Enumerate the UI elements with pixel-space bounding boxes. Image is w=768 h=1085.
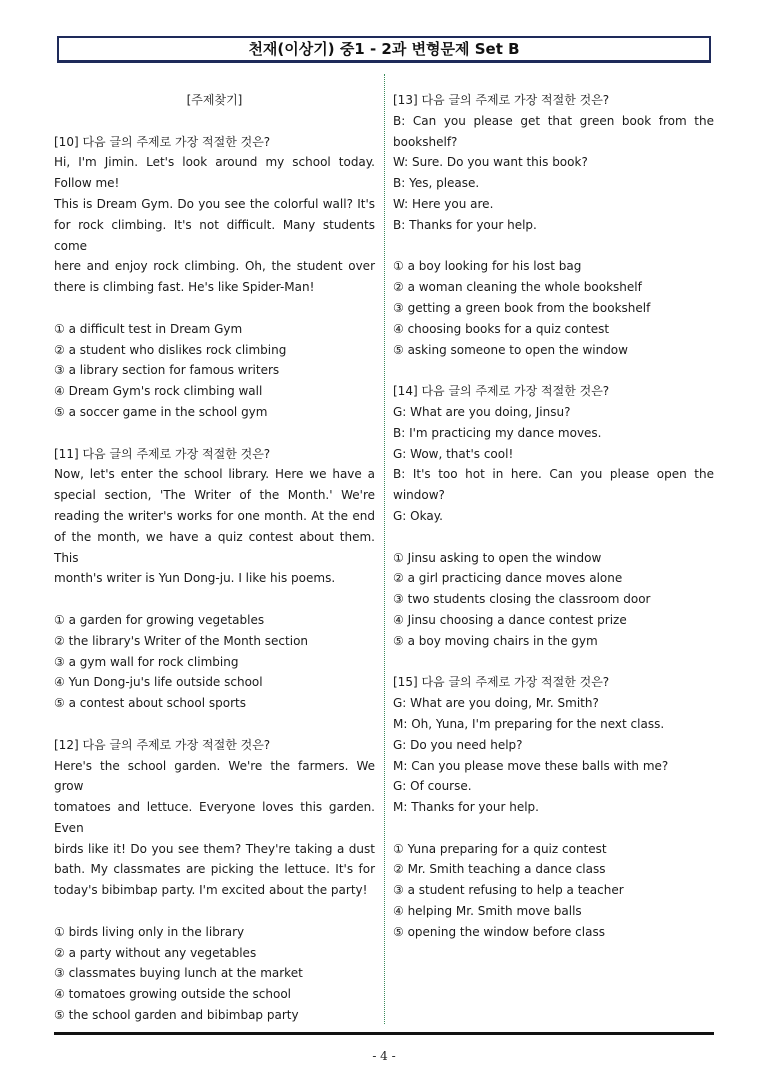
footer-rule: [54, 1032, 714, 1035]
answer-option[interactable]: ② a woman cleaning the whole bookshelf: [393, 280, 642, 295]
dialogue-line: W: Here you are.: [393, 196, 494, 211]
question-prompt: [12] 다음 글의 주제로 가장 적절한 것은?: [54, 737, 271, 752]
question-prompt: [10] 다음 글의 주제로 가장 적절한 것은?: [54, 134, 271, 149]
answer-option[interactable]: ① a difficult test in Dream Gym: [54, 321, 243, 336]
answer-option[interactable]: ④ Yun Dong-ju's life outside school: [54, 675, 263, 690]
passage-line: birds like it! Do you see them? They're taking a dust: [54, 841, 375, 856]
question-14: [393, 381, 714, 651]
dialogue-line: M: Thanks for your help.: [393, 800, 539, 815]
answer-option[interactable]: ③ two students closing the classroom door: [393, 592, 651, 607]
spacer: [393, 527, 714, 548]
passage-line: This is Dream Gym. Do you see the colorful wall? It's: [54, 196, 375, 211]
right-column: [393, 90, 714, 943]
dialogue-line: M: Oh, Yuna, I'm preparing for the next class.: [393, 716, 665, 731]
answer-option[interactable]: ③ classmates buying lunch at the market: [54, 966, 303, 981]
spacer: [54, 714, 375, 735]
question-12: [54, 735, 375, 1026]
answer-option[interactable]: ⑤ a soccer game in the school gym: [54, 404, 268, 419]
passage-line: month's writer is Yun Dong-ju. I like his poems.: [54, 571, 336, 586]
answer-option[interactable]: ② a student who dislikes rock climbing: [54, 342, 287, 357]
answer-option[interactable]: ③ a student refusing to help a teacher: [393, 883, 624, 898]
passage-line: there is climbing fast. He's like Spider-Man!: [54, 280, 315, 295]
spacer: [393, 236, 714, 257]
question-11: [54, 444, 375, 714]
passage-line: for rock climbing. It's not difficult. Many students come: [54, 217, 375, 253]
dialogue-line: B: Thanks for your help.: [393, 217, 537, 232]
page-number: - 4 -: [372, 1049, 396, 1063]
answer-option[interactable]: ④ tomatoes growing outside the school: [54, 987, 292, 1002]
answer-option[interactable]: ⑤ a contest about school sports: [54, 696, 246, 711]
question-13: [393, 90, 714, 360]
passage-line: special section, 'The Writer of the Month.' We're: [54, 488, 375, 503]
passage-line: here and enjoy rock climbing. Oh, the student over: [54, 259, 375, 274]
question-15: [393, 672, 714, 942]
dialogue-line: B: I'm practicing my dance moves.: [393, 425, 602, 440]
question-prompt: [13] 다음 글의 주제로 가장 적절한 것은?: [393, 93, 610, 107]
answer-option[interactable]: ① Jinsu asking to open the window: [393, 550, 602, 565]
dialogue-line: B: It's too hot in here. Can you please open the: [393, 467, 714, 482]
dialogue-line: G: Wow, that's cool!: [393, 446, 514, 461]
spacer: [393, 818, 714, 839]
page-title: 천재(이상기) 중1 - 2과 변형문제 Set B: [57, 36, 711, 63]
passage-line: today's bibimbap party. I'm excited about the party!: [54, 883, 368, 898]
dialogue-line: G: Okay.: [393, 508, 443, 523]
dialogue-line: M: Can you please move these balls with me?: [393, 758, 669, 773]
question-prompt: [11] 다음 글의 주제로 가장 적절한 것은?: [54, 446, 271, 461]
answer-option[interactable]: ① a boy looking for his lost bag: [393, 259, 582, 274]
answer-option[interactable]: ④ helping Mr. Smith move balls: [393, 904, 582, 919]
answer-option[interactable]: ③ a gym wall for rock climbing: [54, 654, 239, 669]
section-label: [주제찾기]: [186, 93, 243, 107]
dialogue-line: G: What are you doing, Mr. Smith?: [393, 696, 599, 711]
question-10: [54, 132, 375, 423]
passage-line: Hi, I'm Jimin. Let's look around my school today.: [54, 155, 375, 170]
dialogue-line: W: Sure. Do you want this book?: [393, 155, 588, 170]
spacer: [54, 901, 375, 922]
answer-option[interactable]: ⑤ the school garden and bibimbap party: [54, 1008, 299, 1023]
left-column: [54, 90, 375, 1026]
passage-line: reading the writer's works for one month. At the end: [54, 508, 375, 523]
dialogue-line: bookshelf?: [393, 134, 458, 149]
spacer: [54, 423, 375, 444]
answer-option[interactable]: ⑤ opening the window before class: [393, 924, 605, 939]
answer-option[interactable]: ⑤ a boy moving chairs in the gym: [393, 633, 598, 648]
answer-option[interactable]: ① birds living only in the library: [54, 924, 245, 939]
dialogue-line: B: Can you please get that green book from the: [393, 113, 714, 128]
answer-option[interactable]: ② the library's Writer of the Month section: [54, 633, 309, 648]
passage-line: Here's the school garden. We're the farmers. We grow: [54, 758, 375, 794]
question-prompt: [15] 다음 글의 주제로 가장 적절한 것은?: [393, 675, 610, 690]
answer-option[interactable]: ④ choosing books for a quiz contest: [393, 321, 610, 336]
passage-line: bath. My classmates are picking the lettuce. It's for: [54, 862, 375, 877]
column-divider: [384, 74, 385, 1024]
dialogue-line: G: What are you doing, Jinsu?: [393, 404, 571, 419]
spacer: [54, 111, 375, 132]
dialogue-line: G: Do you need help?: [393, 737, 523, 752]
answer-option[interactable]: ④ Dream Gym's rock climbing wall: [54, 384, 263, 399]
answer-option[interactable]: ① Yuna preparing for a quiz contest: [393, 841, 607, 856]
passage-line: Now, let's enter the school library. Here we have a: [54, 467, 375, 482]
dialogue-line: window?: [393, 488, 445, 503]
spacer: [393, 652, 714, 673]
passage-line: tomatoes and lettuce. Everyone loves this garden. Even: [54, 800, 375, 835]
question-prompt: [14] 다음 글의 주제로 가장 적절한 것은?: [393, 384, 610, 399]
answer-option[interactable]: ② a party without any vegetables: [54, 945, 257, 960]
dialogue-line: B: Yes, please.: [393, 176, 480, 191]
answer-option[interactable]: ① a garden for growing vegetables: [54, 612, 265, 627]
answer-option[interactable]: ③ getting a green book from the bookshelf: [393, 300, 651, 315]
spacer: [54, 589, 375, 610]
dialogue-line: G: Of course.: [393, 779, 472, 794]
answer-option[interactable]: ③ a library section for famous writers: [54, 363, 280, 378]
answer-option[interactable]: ④ Jinsu choosing a dance contest prize: [393, 612, 627, 627]
answer-option[interactable]: ⑤ asking someone to open the window: [393, 342, 628, 357]
passage-line: Follow me!: [54, 176, 120, 191]
spacer: [393, 360, 714, 381]
answer-option[interactable]: ② Mr. Smith teaching a dance class: [393, 862, 606, 877]
passage-line: of the month, we have a quiz contest about them. This: [54, 529, 375, 565]
spacer: [54, 298, 375, 319]
answer-option[interactable]: ② a girl practicing dance moves alone: [393, 571, 623, 586]
